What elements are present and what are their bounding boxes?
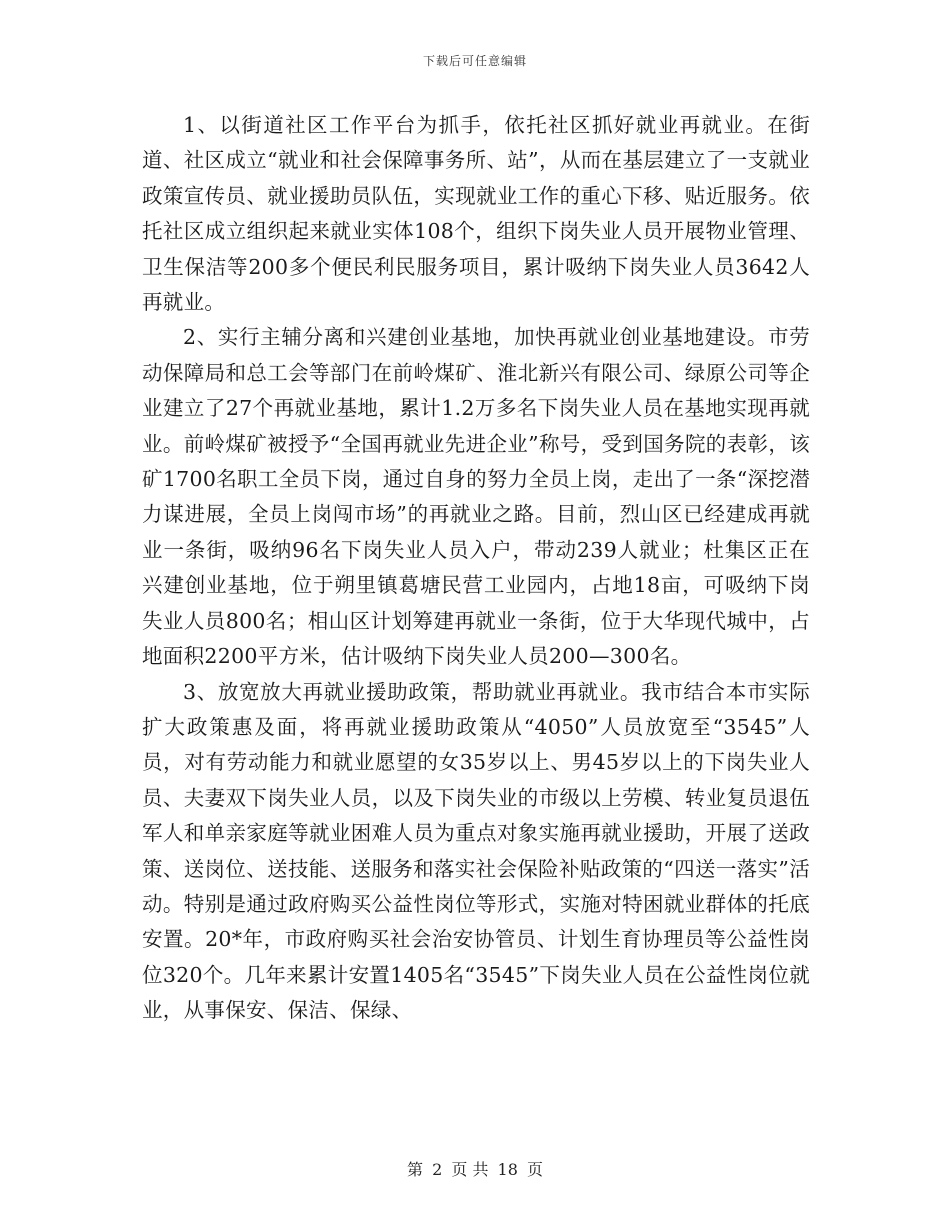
paragraph-3: 3、放宽放大再就业援助政策，帮助就业再就业。我市结合本市实际扩大政策惠及面，将再就业援助政策从“4050”人员放宽至“3545”人员，对有劳动能力和就业愿望的女35岁以上、男45岁以上的下岗失业人员、夫妻双下岗失业人员，以及下岗失业的市级以上劳模、转业复员退伍军人和单亲家庭等就业困难人员为重点对象实施再就业援助，开展了送政策、送岗位、送技能、送服务和落实社会保险补贴政策的“四送一落实”活动。特别是通过政府购买公益性岗位等形式，实施对特困就业群体的托底安置。20*年，市政府购买社会治安协管员、计划生育协理员等公益性岗位320个。几年来累计安置1405名“3545”下岗失业人员在公益性岗位就业，从事保安、保洁、保绿、 [142,679,810,1023]
page-number: 2 [432,1160,443,1179]
document-body [142,108,810,1029]
paragraph-1: 1、以街道社区工作平台为抓手，依托社区抓好就业再就业。在街道、社区成立“就业和社会保障事务所、站”，从而在基层建立了一支就业政策宣传员、就业援助员队伍，实现就业工作的重心下移、贴近服务。依托社区成立组织起来就业实体108个，组织下岗失业人员开展物业管理、卫生保洁等200多个便民利民服务项目，累计吸纳下岗失业人员3642人再就业。 [142,113,810,315]
page-suffix: 页 [527,1160,544,1179]
paragraph-2: 2、实行主辅分离和兴建创业基地，加快再就业创业基地建设。市劳动保障局和总工会等部门在前岭煤矿、淮北新兴有限公司、绿原公司等企业建立了27个再就业基地，累计1.2万多名下岗失业人员在基地实现再就业。前岭煤矿被授予“全国再就业先进企业”称号，受到国务院的表彰，该矿1700名职工全员下岗，通过自身的努力全员上岗，走出了一条“深挖潜力谋进展，全员上岗闯市场”的再就业之路。目前，烈山区已经建成再就业一条街，吸纳96名下岗失业人员入户，带动239人就业；杜集区正在兴建创业基地，位于朔里镇葛塘民营工业园内，占地18亩，可吸纳下岗失业人员800名；相山区计划筹建再就业一条街，位于大华现代城中，占地面积2200平方米，估计吸纳下岗失业人员200—300名。 [142,325,810,669]
page-middle: 页 共 [451,1160,489,1179]
page-footer [0,1157,950,1180]
page-total: 18 [497,1160,518,1179]
page-prefix: 第 [406,1160,423,1179]
page-header-note: 下载后可任意编辑 [422,54,527,68]
